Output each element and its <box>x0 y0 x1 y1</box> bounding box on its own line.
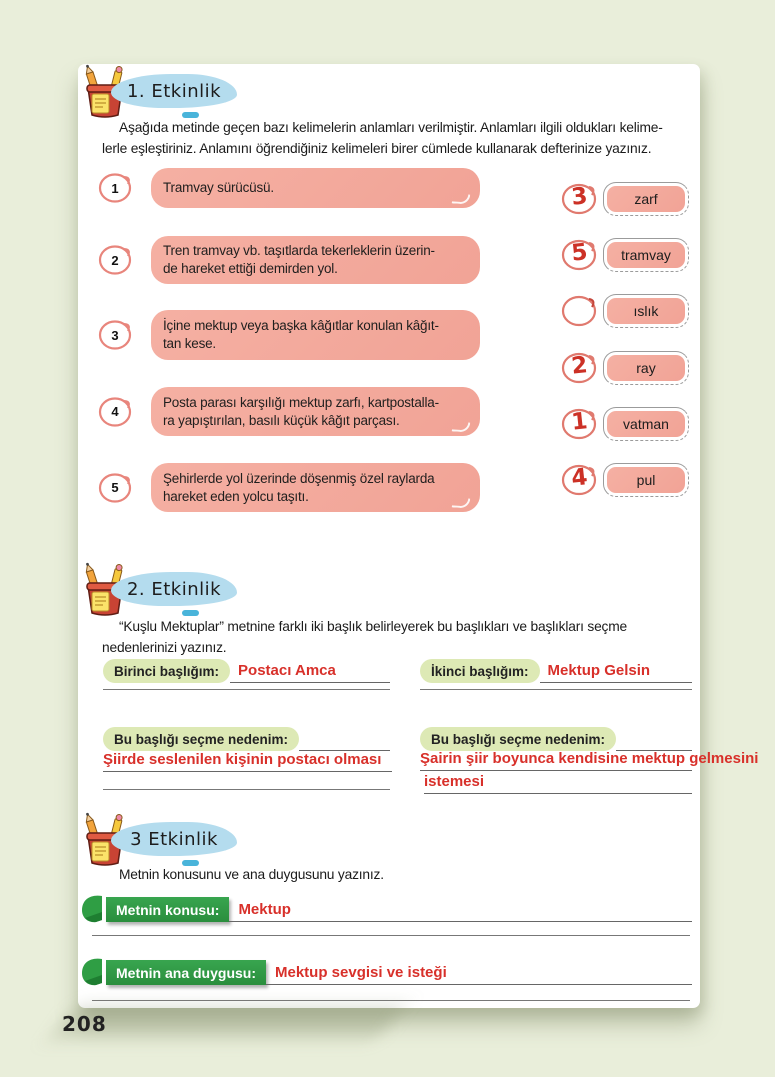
handwritten-answer-number: 1 <box>570 408 589 436</box>
definition-number-circle <box>98 319 132 351</box>
second-reason-field <box>420 727 692 751</box>
definition-text: Şehirlerde yol üzerinde döşenmiş özel raylarda <box>163 470 435 486</box>
first-reason-answer-line <box>103 751 392 772</box>
topic-answer: Mektup <box>238 901 291 918</box>
definition-row <box>98 310 480 360</box>
activity-title-bubble <box>111 572 237 606</box>
first-title-label: Birinci başlığım: <box>103 659 230 683</box>
definition-number-circle <box>98 172 132 204</box>
definition-text: Tren tramvay vb. taşıtlarda tekerleklerin üzerin- <box>163 243 435 258</box>
definition-number: 3 <box>111 327 119 343</box>
definition-row <box>98 168 480 208</box>
emotion-answer: Mektup sevgisi ve isteği <box>275 964 447 981</box>
definition-row <box>98 236 480 284</box>
second-reason-answer-line2 <box>424 773 692 794</box>
first-reason-answer: Şiirde seslenilen kişinin postacı olması <box>103 751 382 768</box>
box-curl-decoration <box>452 193 471 204</box>
definition-text: İçine mektup veya başka kâğıtlar konulan kâğıt- <box>163 318 439 333</box>
handwritten-answer-number <box>559 288 600 330</box>
word-row <box>561 463 689 497</box>
word-chip <box>603 463 689 497</box>
answer-circle <box>561 294 598 328</box>
handwritten-answer-number: 5 <box>570 239 589 267</box>
definition-row <box>98 387 480 436</box>
answer-line <box>266 964 692 985</box>
activity2-title: 2. Etkinlik <box>126 578 222 600</box>
word-label: vatman <box>607 411 685 437</box>
word-chip <box>603 294 689 328</box>
word-row <box>561 407 689 441</box>
emotion-row <box>80 957 692 985</box>
reason-label: Bu başlığı seçme nedenim: <box>420 727 616 751</box>
page-number: 208 <box>62 1012 107 1036</box>
blank-write-line <box>92 935 690 936</box>
first-title-field <box>103 659 390 683</box>
word-chip <box>603 238 689 272</box>
definition-text: tan kese. <box>163 336 216 351</box>
word-row <box>561 182 689 216</box>
leaf-icon <box>80 894 104 924</box>
word-label: ray <box>607 355 685 381</box>
definition-text: de hareket ettiği demirden yol. <box>163 261 338 276</box>
box-curl-decoration <box>452 421 471 432</box>
word-label: pul <box>607 467 685 493</box>
handwritten-answer-number: 3 <box>570 183 589 211</box>
second-reason-answer: istemesi <box>424 773 485 790</box>
definition-box <box>151 387 480 436</box>
definition-number-circle <box>98 244 132 276</box>
instruction-line: Aşağıda metinde geçen bazı kelimelerin anlamları verilmiştir. Anlamları ilgili oldukları kelime- <box>119 120 663 135</box>
word-label: zarf <box>607 186 685 212</box>
box-curl-decoration <box>452 497 471 508</box>
activity3-instructions <box>102 864 662 885</box>
activity1-header <box>84 64 254 122</box>
word-row <box>561 351 689 385</box>
definition-box <box>151 236 480 284</box>
activity2-instructions <box>102 616 696 658</box>
answer-line <box>616 730 692 751</box>
answer-line <box>540 662 692 683</box>
leaf-icon <box>80 957 104 987</box>
second-reason-answer: Şairin şiir boyunca kendisine mektup gelmesini <box>420 750 759 767</box>
second-title-label: İkinci başlığım: <box>420 659 540 683</box>
word-chip <box>603 351 689 385</box>
instruction-line: lerle eşleştiriniz. Anlamını öğrendiğiniz kelimeleri birer cümlede kullanarak defterinize yazınız. <box>102 141 652 156</box>
definition-number: 1 <box>111 180 119 196</box>
definition-number-circle <box>98 396 132 428</box>
definition-number: 4 <box>111 404 119 419</box>
activity1-title: 1. Etkinlik <box>126 80 222 102</box>
answer-circle <box>561 463 598 497</box>
blank-write-line <box>103 789 390 790</box>
definition-box <box>151 463 480 512</box>
activity1-instructions <box>102 117 696 159</box>
activity-title-bubble <box>111 74 237 108</box>
blank-write-line <box>103 689 390 690</box>
definition-number-circle <box>98 472 132 504</box>
handwritten-answer-number: 2 <box>570 352 589 380</box>
instruction-line: Metnin konusunu ve ana duygusunu yazınız. <box>119 867 384 882</box>
first-reason-field <box>103 727 390 751</box>
answer-circle <box>561 351 598 385</box>
answer-circle <box>561 182 598 216</box>
definition-text: ra yapıştırılan, basılı küçük kâğıt parçası. <box>163 412 400 428</box>
answer-circle <box>561 407 598 441</box>
first-title-answer: Postacı Amca <box>238 662 336 679</box>
definition-text: Tramvay sürücüsü. <box>163 180 274 195</box>
activity2-header <box>84 562 254 620</box>
word-chip <box>603 407 689 441</box>
emotion-label: Metnin ana duygusu: <box>106 960 266 985</box>
definition-text: hareket eden yolcu taşıtı. <box>163 488 309 504</box>
word-label: ıslık <box>607 298 685 324</box>
definition-box <box>151 310 480 360</box>
reason-label: Bu başlığı seçme nedenim: <box>103 727 299 751</box>
activity3-title: 3 Etkinlik <box>130 828 218 850</box>
handwritten-answer-number: 4 <box>570 464 589 492</box>
answer-line <box>229 901 692 922</box>
worksheet-card <box>78 64 759 1008</box>
definition-number: 5 <box>111 480 119 495</box>
answer-line <box>230 662 390 683</box>
activity-title-bubble <box>111 822 237 856</box>
instruction-line: nedenlerinizi yazınız. <box>102 640 227 655</box>
second-title-field <box>420 659 692 683</box>
answer-line <box>299 730 390 751</box>
topic-label: Metnin konusu: <box>106 897 229 922</box>
activity3-header <box>84 812 254 870</box>
definition-box <box>151 168 480 208</box>
word-label: tramvay <box>607 242 685 268</box>
instruction-line: “Kuşlu Mektuplar” metnine farklı iki başlık belirleyerek bu başlıkları ve başlıkları seçme <box>119 619 628 634</box>
answer-circle <box>561 238 598 272</box>
definition-number: 2 <box>111 252 119 268</box>
second-title-answer: Mektup Gelsin <box>547 662 651 679</box>
word-row <box>561 294 689 328</box>
word-chip <box>603 182 689 216</box>
definition-text: Posta parası karşılığı mektup zarfı, kartpostalla- <box>163 394 439 410</box>
definition-row <box>98 463 480 512</box>
second-reason-answer-line1 <box>420 750 759 771</box>
blank-write-line <box>420 689 692 690</box>
word-row <box>561 238 689 272</box>
blank-write-line <box>92 1000 690 1001</box>
topic-row <box>80 894 692 922</box>
